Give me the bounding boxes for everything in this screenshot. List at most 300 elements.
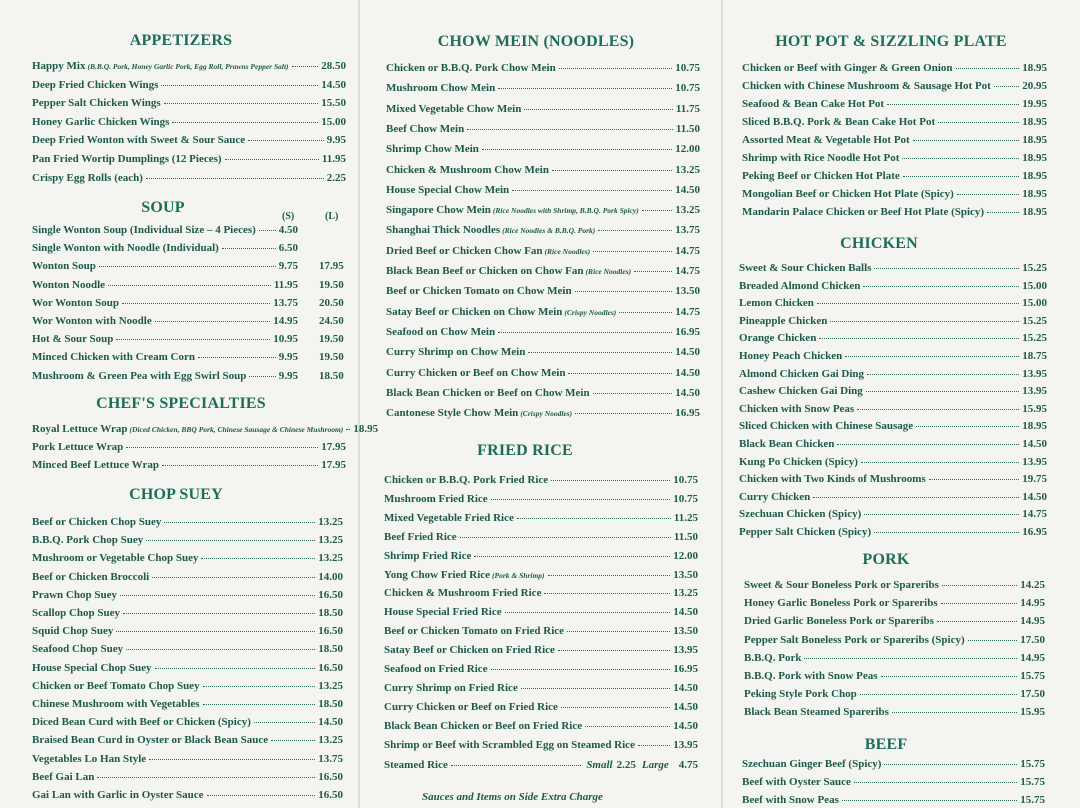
appetizers-item: [32, 152, 346, 166]
dot-leader: [593, 392, 673, 394]
item-name: Hot & Sour Soup: [32, 333, 114, 346]
small-label: Small: [586, 759, 613, 771]
dot-leader: [884, 763, 1017, 765]
item-name: Szechuan Ginger Beef (Spicy): [742, 758, 882, 770]
dot-leader: [146, 177, 324, 179]
item-name: Happy Mix: [32, 60, 86, 72]
small-price: 2.25: [616, 759, 636, 771]
item-price: 15.50: [321, 97, 346, 110]
item-name: Black Bean Steamed Spareribs: [744, 706, 889, 719]
hotpot-item: [742, 187, 1047, 201]
dot-leader: [207, 794, 316, 796]
appetizers-item: [32, 133, 346, 147]
dot-leader: [116, 630, 315, 632]
item-name: Deep Fried Wonton with Sweet & Sour Sauce: [32, 134, 246, 147]
dot-leader: [903, 175, 1020, 177]
item-name: Curry Chicken or Beef on Fried Rice: [384, 700, 558, 713]
item-price: 14.00: [318, 570, 343, 583]
chowmein-item: [386, 203, 700, 217]
item-price: 13.25: [675, 163, 700, 176]
chicken-item: [739, 455, 1047, 469]
item-name: Chicken or Beef Tomato Chop Suey: [32, 679, 200, 692]
item-price: 14.50: [673, 681, 698, 694]
item-name: Mushroom or Vegetable Chop Suey: [32, 552, 199, 565]
item-name: Mongolian Beef or Chicken Hot Plate (Spicy): [742, 188, 954, 200]
friedrice-item: [384, 492, 698, 506]
item-name: Pan Fried Wortip Dumplings (12 Pieces): [32, 153, 222, 165]
steamed-rice-row: [384, 758, 698, 772]
item-price: 15.95: [1022, 402, 1047, 415]
hotpot-item: [742, 115, 1047, 129]
item-price: 13.75: [318, 752, 343, 765]
item-name: Dried Beef or Chicken Chow Fan: [386, 244, 543, 257]
item-price: 13.25: [675, 204, 700, 217]
item-name: Pepper Salt Chicken (Spicy): [739, 526, 872, 538]
dot-leader: [271, 739, 315, 741]
item-name: Wor Wonton with Noodle: [32, 315, 152, 327]
item-name: Peking Style Pork Chop: [744, 688, 857, 701]
item-name: Shanghai Thick Noodles: [386, 224, 501, 237]
chefs-item: [32, 422, 379, 436]
item-name: Pineapple Chicken: [739, 314, 828, 327]
appetizers-item: [32, 96, 346, 110]
soup-item: [32, 296, 298, 310]
hotpot-item: [742, 169, 1047, 183]
item-name: Mandarin Palace Chicken or Beef Hot Plate (Spicy): [742, 206, 985, 218]
dot-leader: [598, 229, 672, 231]
item-note: (Rice Noodles with Shrimp, B.B.Q. Pork Spicy): [492, 206, 639, 216]
chowmein-item: [386, 163, 700, 177]
item-price: 9.95: [278, 351, 298, 364]
dot-leader: [346, 428, 350, 430]
dot-leader: [837, 443, 1019, 445]
item-price: 2.25: [326, 171, 346, 184]
item-name: Singapore Chow Mein: [386, 204, 491, 217]
dot-leader: [467, 128, 673, 130]
item-name: Black Bean Beef or Chicken on Chow Fan: [386, 265, 584, 277]
item-price: 18.95: [353, 423, 379, 435]
item-name: Breaded Almond Chicken: [739, 279, 861, 292]
item-name: Chicken or Beef with Ginger & Green Onion: [742, 62, 953, 74]
item-name: House Special Fried Rice: [384, 606, 502, 619]
item-price: 17.95: [321, 441, 346, 453]
item-price: 14.75: [675, 265, 700, 277]
friedrice-item: [384, 624, 698, 638]
dot-leader: [155, 320, 271, 322]
friedrice-item: [384, 719, 698, 733]
item-price: 18.95: [1022, 62, 1047, 74]
dot-leader: [505, 611, 671, 613]
item-name: Dried Garlic Boneless Pork or Spareribs: [744, 615, 934, 628]
item-name: Seafood on Fried Rice: [384, 663, 488, 675]
dot-leader: [498, 87, 672, 89]
item-name: Seafood on Chow Mein: [386, 325, 496, 338]
item-price: 15.00: [321, 115, 346, 128]
dot-leader: [987, 211, 1019, 213]
item-price: 14.50: [673, 606, 698, 619]
item-price: 4.50: [278, 224, 298, 236]
dot-leader: [937, 620, 1017, 622]
item-price: 16.50: [318, 661, 343, 674]
chicken-item: [739, 367, 1047, 381]
friedrice-item: [384, 738, 698, 752]
chopsuey-item: [32, 770, 343, 784]
item-name: Shrimp with Rice Noodle Hot Pot: [742, 152, 900, 164]
item-name: Peking Beef or Chicken Hot Plate: [742, 170, 900, 182]
item-name: Gai Lan with Garlic in Oyster Sauce: [32, 789, 204, 801]
item-price: 28.50: [321, 60, 346, 72]
dot-leader: [122, 302, 270, 304]
item-price-large: 17.95: [319, 260, 344, 273]
dot-leader: [248, 139, 324, 141]
item-price: 18.95: [1022, 170, 1047, 182]
item-name: Chicken & Mushroom Fried Rice: [384, 587, 542, 600]
chowmein-item: [386, 386, 700, 400]
dot-leader: [451, 764, 581, 766]
pork-item: [744, 614, 1045, 628]
item-name: Kung Po Chicken (Spicy): [739, 455, 858, 468]
dot-leader: [857, 408, 1019, 410]
item-name: Szechuan Chicken (Spicy): [739, 508, 862, 521]
chopsuey-item: [32, 588, 343, 602]
item-price: 14.25: [1020, 579, 1045, 591]
dot-leader: [813, 496, 1019, 498]
dot-leader: [968, 639, 1018, 641]
chowmein-item: [386, 345, 700, 359]
item-name: Cantonese Style Chow Mein: [386, 407, 519, 420]
item-note: (Rice Noodles): [544, 246, 591, 256]
chopsuey-item: [32, 642, 343, 656]
dot-leader: [575, 290, 673, 292]
item-name: Satay Beef or Chicken on Fried Rice: [384, 644, 555, 657]
item-name: Sliced Chicken with Chinese Sausage: [739, 420, 914, 433]
dot-leader: [172, 121, 318, 123]
dot-leader: [956, 67, 1020, 69]
chopsuey-item: [32, 788, 343, 802]
item-note: (Crispy Noodles): [564, 307, 617, 317]
large-price: 4.75: [678, 759, 698, 771]
item-price: 14.75: [675, 305, 700, 318]
item-price: 10.75: [675, 82, 700, 95]
dot-leader: [559, 67, 673, 69]
menu-column-left: [0, 0, 379, 808]
dot-leader: [941, 602, 1018, 604]
hotpot-item: [742, 97, 1047, 111]
section-title: PORK: [862, 551, 910, 568]
item-price: 17.50: [1020, 633, 1045, 646]
dot-leader: [881, 675, 1018, 677]
item-name: Satay Beef or Chicken on Chow Mein: [386, 305, 563, 318]
soup-item: [32, 314, 298, 328]
soup-item: [32, 350, 298, 364]
soup-item: [32, 241, 298, 255]
item-name: Squid Chop Suey: [32, 625, 114, 638]
dot-leader: [521, 687, 670, 689]
dot-leader: [203, 685, 316, 687]
section-title: CHOW MEIN (NOODLES): [437, 33, 635, 50]
item-name: Beef Fried Rice: [384, 530, 457, 543]
item-name: Curry Shrimp on Fried Rice: [384, 681, 518, 694]
chicken-item: [739, 261, 1047, 275]
item-price: 10.95: [273, 333, 298, 346]
item-price: 16.50: [318, 770, 343, 783]
item-name: Mushroom Fried Rice: [384, 492, 488, 505]
item-price: 14.95: [1020, 597, 1045, 610]
item-name: Beef or Chicken Tomato on Chow Mein: [386, 285, 572, 298]
dot-leader: [152, 576, 315, 578]
chicken-item: [739, 507, 1047, 521]
item-price-large: 19.50: [319, 333, 344, 346]
dot-leader: [551, 479, 670, 481]
item-name: Beef Chow Mein: [386, 122, 465, 135]
item-price: 20.95: [1022, 80, 1047, 92]
dot-leader: [162, 464, 318, 466]
dot-leader: [867, 373, 1019, 375]
item-name: Shrimp or Beef with Scrambled Egg on Steamed Rice: [384, 738, 635, 751]
item-price: 14.50: [1022, 490, 1047, 503]
pork-item: [744, 651, 1045, 665]
friedrice-item: [384, 700, 698, 714]
item-name: Curry Chicken or Beef on Chow Mein: [386, 366, 566, 379]
item-name: Beef or Chicken Broccoli: [32, 570, 150, 583]
dot-leader: [845, 355, 1019, 357]
dot-leader: [887, 103, 1019, 105]
item-price: 13.95: [1022, 385, 1047, 398]
item-price-large: 24.50: [319, 315, 344, 327]
item-name: Deep Fried Chicken Wings: [32, 78, 159, 91]
item-price: 14.50: [675, 346, 700, 359]
dot-leader: [126, 648, 315, 650]
friedrice-item: [384, 586, 698, 600]
section-title: CHEF'S SPECIALTIES: [96, 395, 266, 412]
item-note: (B.B.Q. Pork, Honey Garlic Pork, Egg Roll, Prawns Pepper Salt): [87, 62, 289, 71]
dot-leader: [201, 557, 315, 559]
section-title: CHOP SUEY: [129, 486, 223, 503]
item-note: (Crispy Noodles): [520, 409, 573, 419]
item-price: 16.50: [318, 789, 343, 801]
item-price: 13.95: [1022, 367, 1047, 380]
dot-leader: [254, 721, 315, 723]
dot-leader: [544, 592, 670, 594]
chowmein-item: [386, 183, 700, 197]
item-price: 14.50: [675, 183, 700, 196]
hotpot-item: [742, 133, 1047, 147]
dot-leader: [561, 706, 670, 708]
item-price: 13.25: [318, 516, 343, 528]
item-price: 14.50: [318, 716, 343, 729]
item-name: Black Bean Chicken: [739, 438, 835, 450]
item-name: Honey Garlic Chicken Wings: [32, 115, 170, 128]
dot-leader: [512, 189, 672, 191]
item-price: 6.50: [278, 242, 298, 255]
item-name: Mixed Vegetable Fried Rice: [384, 511, 514, 524]
dot-leader: [860, 693, 1017, 695]
chopsuey-item: [32, 679, 343, 693]
item-price: 18.95: [1022, 152, 1047, 164]
item-name: Pepper Salt Boneless Pork or Spareribs (Spicy): [744, 633, 965, 646]
chowmein-item: [386, 264, 700, 278]
dot-leader: [259, 229, 276, 231]
item-name: Mushroom Chow Mein: [386, 82, 496, 95]
item-name: Almond Chicken Gai Ding: [739, 367, 864, 380]
dot-leader: [552, 169, 672, 171]
footer-note: Sauces and Items on Side Extra Charge: [422, 791, 603, 803]
item-name: Honey Garlic Boneless Pork or Spareribs: [744, 597, 938, 610]
menu-column-right: [721, 0, 1080, 808]
dot-leader: [567, 630, 670, 632]
item-name: Crispy Egg Rolls (each): [32, 171, 143, 184]
dot-leader: [558, 649, 670, 651]
chowmein-item: [386, 142, 700, 156]
item-price: 13.95: [673, 738, 698, 751]
item-price: 16.95: [675, 407, 700, 420]
section-title: APPETIZERS: [129, 32, 233, 49]
dot-leader: [994, 85, 1019, 87]
dot-leader: [491, 498, 671, 500]
dot-leader: [938, 121, 1019, 123]
hotpot-item: [742, 61, 1047, 75]
item-name: Mushroom & Green Pea with Egg Swirl Soup: [32, 369, 247, 382]
item-price: 13.75: [675, 224, 700, 237]
item-price: 15.00: [1022, 279, 1047, 292]
item-name: Cashew Chicken Gai Ding: [739, 385, 863, 398]
pork-item: [744, 669, 1045, 683]
item-name: B.B.Q. Pork with Snow Peas: [744, 670, 878, 682]
appetizers-item: [32, 115, 346, 129]
item-price: 11.95: [273, 278, 298, 291]
item-price: 13.50: [673, 568, 698, 581]
chicken-item: [739, 279, 1047, 293]
item-price: 16.95: [673, 663, 698, 675]
dot-leader: [116, 338, 270, 340]
friedrice-item: [384, 605, 698, 619]
item-price: 13.95: [673, 644, 698, 657]
pork-item: [744, 687, 1045, 701]
chowmein-item: [386, 366, 700, 380]
item-name: Prawn Chop Suey: [32, 588, 117, 601]
dot-leader: [619, 311, 672, 313]
item-price: 18.95: [1022, 188, 1047, 200]
dot-leader: [198, 356, 276, 358]
item-price: 11.75: [675, 102, 700, 115]
item-name: Diced Bean Curd with Beef or Chicken (Spicy): [32, 716, 251, 729]
item-name: Chicken or B.B.Q. Pork Fried Rice: [384, 474, 549, 486]
item-price: 18.50: [318, 607, 343, 619]
item-name: Scallop Chop Suey: [32, 607, 121, 619]
pork-item: [744, 633, 1045, 647]
chicken-item: [739, 331, 1047, 345]
section-title: HOT POT & SIZZLING PLATE: [775, 33, 1007, 50]
item-note: (Rice Noodles): [585, 267, 632, 276]
large-label: Large: [641, 759, 669, 771]
item-price: 13.50: [675, 285, 700, 298]
dot-leader: [916, 425, 1019, 427]
dot-leader: [99, 265, 276, 267]
section-title: SOUP: [141, 199, 185, 216]
item-name: Chicken with Two Kinds of Mushrooms: [739, 473, 926, 486]
dot-leader: [830, 320, 1019, 322]
dot-leader: [460, 536, 671, 538]
appetizers-item: [32, 171, 346, 185]
item-name: Chinese Mushroom with Vegetables: [32, 698, 200, 710]
item-price: 12.00: [673, 549, 698, 562]
item-name: Minced Chicken with Cream Corn: [32, 351, 195, 364]
dot-leader: [942, 584, 1017, 586]
item-price: 9.95: [278, 369, 298, 382]
item-name: Shrimp Fried Rice: [384, 549, 472, 562]
dot-leader: [164, 102, 319, 104]
chopsuey-item: [32, 715, 343, 729]
item-price: 16.95: [1022, 526, 1047, 538]
item-price: 15.75: [1020, 776, 1045, 789]
item-name: Mixed Vegetable Chow Mein: [386, 102, 522, 115]
item-name: Black Bean Chicken or Beef on Fried Rice: [384, 719, 583, 732]
appetizers-item: [32, 59, 346, 73]
item-name: House Special Chow Mein: [386, 183, 510, 196]
item-price-large: 19.50: [319, 351, 344, 364]
chicken-item: [739, 437, 1047, 451]
item-price: 13.25: [318, 734, 343, 747]
chicken-item: [739, 314, 1047, 328]
chowmein-item: [386, 406, 700, 420]
dot-leader: [642, 209, 672, 211]
item-price: 12.00: [675, 143, 700, 156]
appetizers-item: [32, 78, 346, 92]
item-price: 18.50: [318, 643, 343, 656]
dot-leader: [108, 284, 271, 286]
chicken-item: [739, 419, 1047, 433]
item-price: 18.95: [1022, 116, 1047, 128]
item-price: 18.95: [1022, 206, 1047, 218]
chowmein-item: [386, 305, 700, 319]
item-name: B.B.Q. Pork: [744, 651, 802, 664]
item-name: Braised Bean Curd in Oyster or Black Bean Sauce: [32, 734, 269, 747]
chowmein-item: [386, 61, 700, 75]
item-name: Chicken or B.B.Q. Pork Chow Mein: [386, 62, 556, 74]
item-price: 14.75: [1022, 508, 1047, 521]
item-price: 16.50: [318, 625, 343, 638]
dot-leader: [854, 781, 1017, 783]
section-title: BEEF: [864, 736, 908, 753]
chopsuey-item: [32, 752, 343, 766]
item-note: (Pork & Shrimp): [492, 570, 545, 580]
item-price: 19.95: [1022, 98, 1047, 110]
item-price: 14.50: [321, 78, 346, 91]
item-price: 13.95: [1022, 455, 1047, 468]
chopsuey-item: [32, 551, 343, 565]
item-price: 14.95: [1020, 615, 1045, 628]
item-price: 14.50: [675, 386, 700, 399]
chowmein-item: [386, 223, 700, 237]
dot-leader: [155, 667, 316, 669]
item-name: Steamed Rice: [384, 759, 448, 771]
pork-item: [744, 596, 1045, 610]
item-name: Shrimp Chow Mein: [386, 143, 479, 156]
item-name: Chicken & Mushroom Chow Mein: [386, 163, 549, 176]
chopsuey-item: [32, 697, 343, 711]
item-price: 15.25: [1022, 314, 1047, 327]
item-name: Pork Lettuce Wrap: [32, 441, 124, 453]
item-name: Beef Gai Lan: [32, 770, 95, 783]
item-note: (Rice Noodles & B.B.Q. Pork): [502, 226, 596, 236]
item-name: Vegetables Lo Han Style: [32, 752, 147, 765]
friedrice-item: [384, 643, 698, 657]
chowmein-item: [386, 102, 700, 116]
item-price: 13.25: [318, 534, 343, 547]
chicken-item: [739, 402, 1047, 416]
item-price: 11.50: [675, 122, 700, 135]
friedrice-item: [384, 473, 698, 487]
